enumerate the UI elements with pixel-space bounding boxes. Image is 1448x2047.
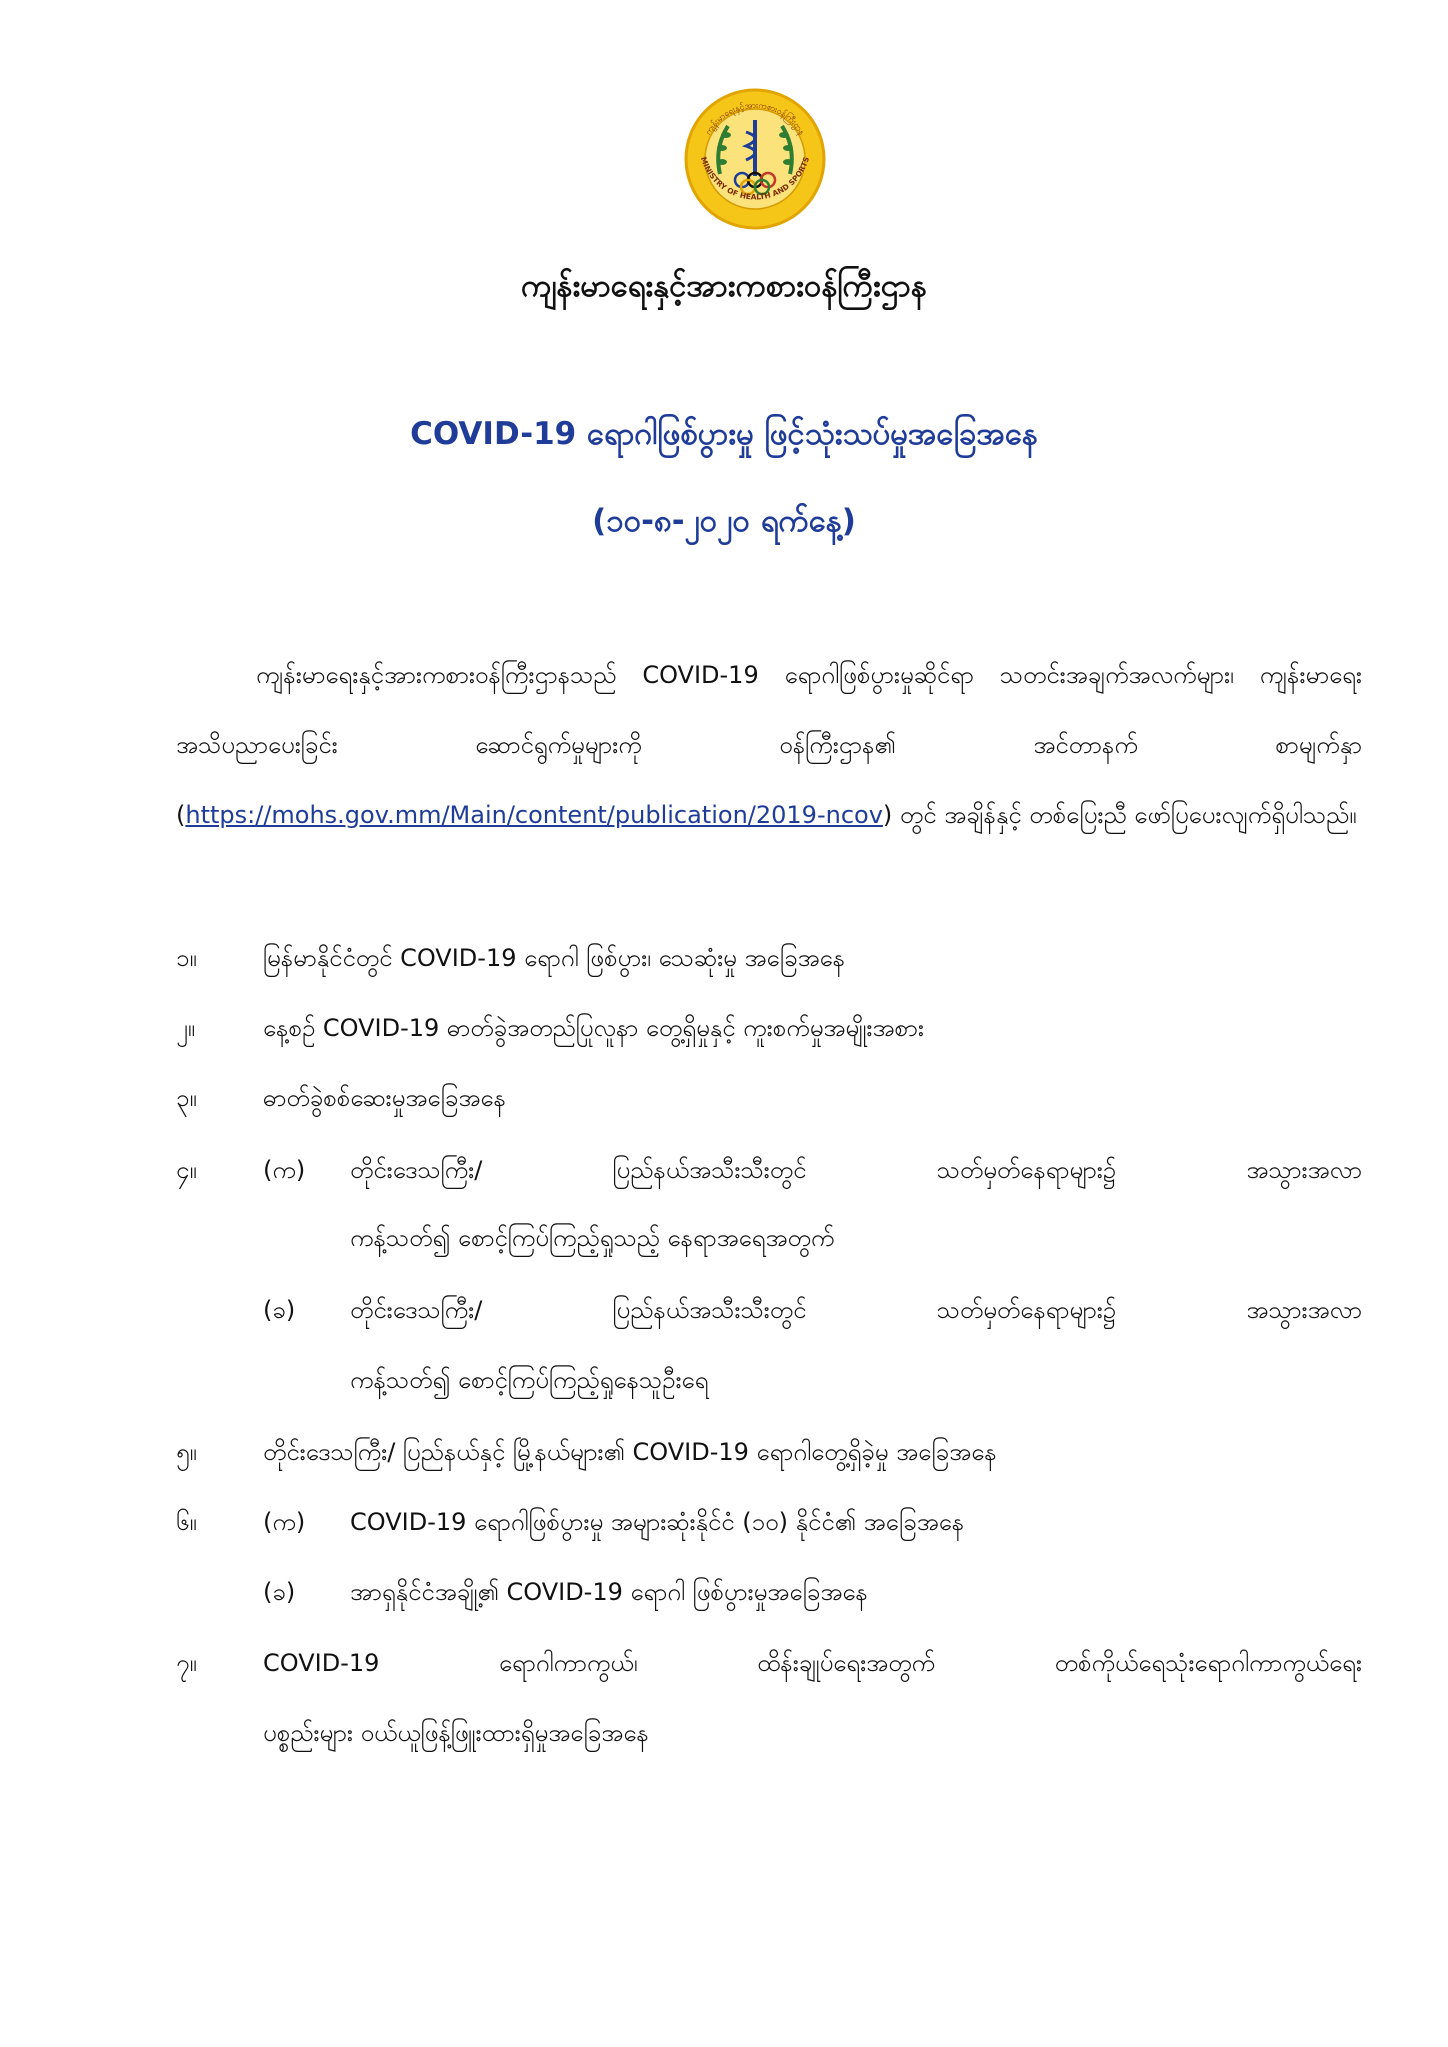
item-number-1: ၁။ [176,944,197,972]
item-4-sub-a-label: (က) [263,1156,306,1184]
seal-bottom-text: MINISTRY OF HEALTH AND SPORTS [698,155,812,202]
ministry-name: ကျန်းမာရေးနှင့်အားကစားဝန်ကြီးဌာန [521,268,927,304]
intro-text-before: ကျန်းမာရေးနှင့်အားကစားဝန်ကြီးဌာနသည် COVID-19 ရောဂါဖြစ်ပွားမှုဆိုင်ရာ သတင်းအချက်အလက်များ၊ ကျန်းမာရေးအသိပညာပေးခြင်း ဆောင်ရွက်မှုများကို ဝန်ကြီးဌာန၏ အင်တာနက် စာမျက်နှာ ( [176,661,1362,829]
item-4-sub-a-line1: တိုင်းဒေသကြီး/ ပြည်နယ်အသီးသီးတွင် သတ်မှတ်နေရာများ၌ အသွားအလာ [350,1156,1362,1184]
item-number-2: ၂။ [176,1014,196,1042]
item-4-sub-b-label: (ခ) [263,1296,296,1324]
item-number-6: ၆။ [176,1508,197,1536]
intro-text-after: ) တွင် အချိန်နှင့် တစ်ပြေးညီ ဖော်ပြပေးလျက်ရှိပါသည်။ [882,801,1357,829]
item-4-sub-b-line1: တိုင်းဒေသကြီး/ ပြည်နယ်အသီးသီးတွင် သတ်မှတ်နေရာများ၌ အသွားအလာ [350,1296,1362,1324]
item-6-sub-b-text: အာရှနိုင်ငံအချို့၏ COVID-19 ရောဂါ ဖြစ်ပွားမှုအခြေအနေ [350,1578,868,1606]
seal-top-text: ကျန်းမာရေးနှင့်အားကစားဝန်ကြီးဌာန [703,100,807,138]
item-number-5: ၅။ [176,1438,197,1466]
item-number-7: ၇။ [176,1649,197,1677]
list-item-1: မြန်မာနိုင်ငံတွင် COVID-19 ရောဂါ ဖြစ်ပွား၊ သေဆုံးမှု အခြေအနေ [263,944,846,972]
list-item-2: နေ့စဉ် COVID-19 ဓာတ်ခွဲအတည်ပြုလူနာ တွေ့ရှိမှုနှင့် ကူးစက်မှုအမျိုးအစား [263,1014,924,1042]
item-4-sub-a-line2: ကန့်သတ်၍ စောင့်ကြပ်ကြည့်ရှုသည့် နေရာအရေအတွက် [350,1224,835,1252]
list-item-5: တိုင်းဒေသကြီး/ ပြည်နယ်နှင့် မြို့နယ်များ၏ COVID-19 ရောဂါတွေ့ရှိခဲ့မှု အခြေအနေ [263,1438,997,1466]
item-number-4: ၄။ [176,1156,197,1184]
list-item-7-line2: ပစ္စည်းများ ဝယ်ယူဖြန့်ဖြူးထားရှိမှုအခြေအနေ [263,1719,649,1747]
ministry-logo [684,88,826,230]
list-item-3: ဓာတ်ခွဲစစ်ဆေးမှုအခြေအနေ [263,1084,506,1112]
item-6-sub-a-label: (က) [263,1508,306,1536]
item-6-sub-b-label: (ခ) [263,1578,296,1606]
page-title: COVID-19 ရောဂါဖြစ်ပွားမှု ဖြင့်သုံးသပ်မှုအခြေအနေ [410,416,1038,452]
publication-link[interactable]: https://mohs.gov.mm/Main/content/publication/2019-ncov [185,801,883,829]
ministry-seal-icon [684,88,826,230]
item-6-sub-a-text: COVID-19 ရောဂါဖြစ်ပွားမှု အများဆုံးနိုင်ငံ (၁၀) နိုင်ငံ၏ အခြေအနေ [350,1508,965,1536]
intro-paragraph [176,640,1362,850]
item-number-3: ၃။ [176,1084,197,1112]
item-4-sub-b-line2: ကန့်သတ်၍ စောင့်ကြပ်ကြည့်ရှုနေသူဦးရေ [350,1366,709,1394]
list-item-7-line1: COVID-19 ရောဂါကာကွယ်၊ ထိန်းချုပ်ရေးအတွက် တစ်ကိုယ်ရေသုံးရောဂါကာကွယ်ရေး [263,1649,1362,1677]
report-date: (၁၀-၈-၂၀၂၀ ရက်နေ့) [592,503,856,539]
